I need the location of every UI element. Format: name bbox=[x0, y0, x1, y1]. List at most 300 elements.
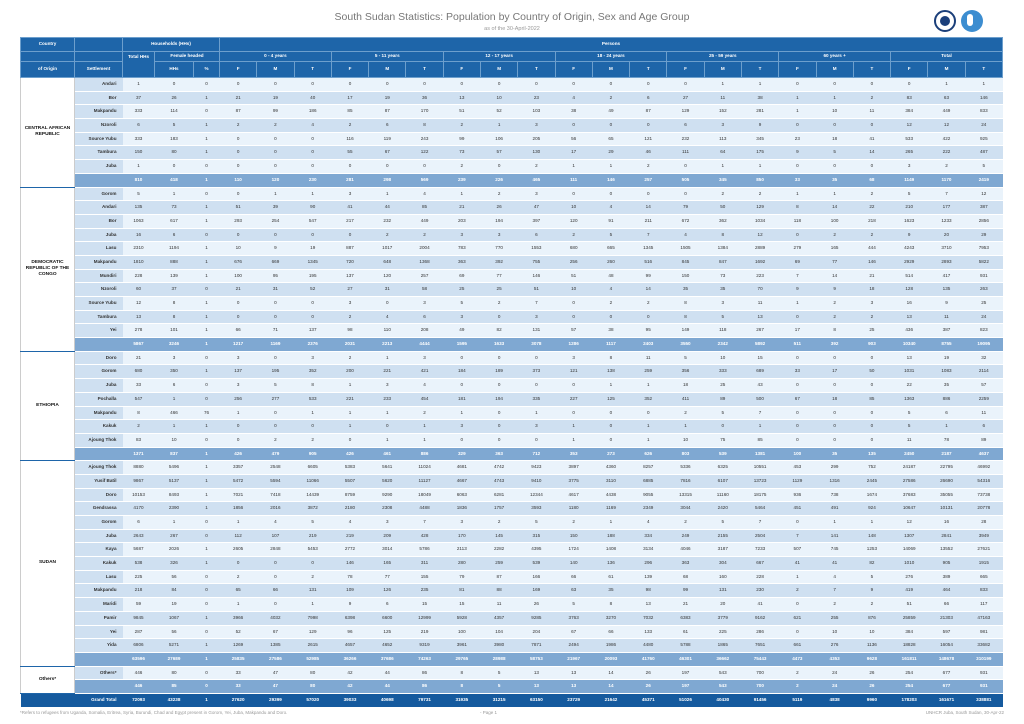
value-cell: 700 bbox=[741, 666, 778, 680]
value-cell: 22 bbox=[891, 379, 928, 393]
value-cell: 18828 bbox=[891, 639, 928, 653]
value-cell: 755 bbox=[518, 255, 555, 269]
value-cell: 3 bbox=[443, 310, 480, 324]
value-cell: 118 bbox=[704, 324, 741, 338]
value-cell: 5 bbox=[965, 160, 1002, 174]
settlement-cell: Ajoung Thok bbox=[75, 461, 123, 475]
value-cell: 1724 bbox=[555, 543, 592, 557]
value-cell: 0 bbox=[592, 187, 629, 201]
value-cell: 10 bbox=[816, 625, 853, 639]
value-cell: 64 bbox=[704, 146, 741, 160]
value-cell: 0 bbox=[891, 78, 928, 92]
value-cell: 26690 bbox=[928, 474, 965, 488]
value-cell: 0 bbox=[480, 78, 517, 92]
value-cell: 181 bbox=[443, 392, 480, 406]
value-cell: 5 bbox=[704, 406, 741, 420]
value-cell: 1 bbox=[194, 214, 220, 228]
total-value-cell: 36266 bbox=[331, 652, 368, 666]
value-cell: 931 bbox=[965, 666, 1002, 680]
total-value-cell: 80 bbox=[294, 680, 331, 694]
value-cell: 0 bbox=[480, 351, 517, 365]
value-cell: 4357 bbox=[480, 611, 517, 625]
government-emblem-icon bbox=[934, 10, 956, 32]
value-cell: 61 bbox=[667, 625, 704, 639]
value-cell: 2848 bbox=[257, 543, 294, 557]
value-cell: 661 bbox=[779, 639, 816, 653]
value-cell: 1034 bbox=[741, 214, 778, 228]
value-cell: 49 bbox=[592, 105, 629, 119]
value-cell: 2504 bbox=[741, 529, 778, 543]
value-cell: 533 bbox=[891, 132, 928, 146]
value-cell: 335 bbox=[518, 392, 555, 406]
value-cell: 0 bbox=[518, 351, 555, 365]
value-cell: 6 bbox=[667, 119, 704, 133]
value-cell: 2 bbox=[667, 516, 704, 530]
total-value-cell: 63596 bbox=[123, 652, 155, 666]
value-cell: 7651 bbox=[741, 639, 778, 653]
table-row bbox=[21, 666, 1003, 680]
value-cell: 833 bbox=[965, 584, 1002, 598]
value-cell: 80 bbox=[155, 666, 194, 680]
value-cell: 10 bbox=[853, 625, 890, 639]
value-cell: 421 bbox=[406, 365, 443, 379]
value-cell: 1 bbox=[592, 516, 629, 530]
value-cell: 277 bbox=[257, 392, 294, 406]
value-cell: 446 bbox=[123, 666, 155, 680]
value-cell: 218 bbox=[853, 214, 890, 228]
value-cell: 2615 bbox=[294, 639, 331, 653]
table-row bbox=[21, 201, 1003, 215]
value-cell: 232 bbox=[667, 132, 704, 146]
value-cell: 12999 bbox=[406, 611, 443, 625]
value-cell: 40 bbox=[294, 91, 331, 105]
value-cell: 85 bbox=[331, 105, 368, 119]
value-cell: 26 bbox=[155, 91, 194, 105]
table-row bbox=[21, 297, 1003, 311]
value-cell: 33682 bbox=[965, 639, 1002, 653]
total-value-cell: 418 bbox=[155, 173, 194, 187]
value-cell: 311 bbox=[406, 557, 443, 571]
value-cell: 1 bbox=[194, 639, 220, 653]
value-cell: 67 bbox=[369, 146, 406, 160]
value-cell: 0 bbox=[331, 160, 368, 174]
age-group-header: 5 - 11 years bbox=[331, 52, 443, 62]
value-cell: 5453 bbox=[294, 543, 331, 557]
value-cell: 170 bbox=[443, 529, 480, 543]
settlement-cell: Lasu bbox=[75, 570, 123, 584]
settlement-header-top bbox=[75, 38, 123, 52]
value-cell: 886 bbox=[928, 392, 965, 406]
value-cell: 419 bbox=[891, 584, 928, 598]
value-cell: 4032 bbox=[257, 611, 294, 625]
value-cell: 3 bbox=[220, 351, 257, 365]
total-value-cell: 29765 bbox=[443, 652, 480, 666]
value-cell: 1 bbox=[443, 187, 480, 201]
value-cell: 0 bbox=[443, 379, 480, 393]
total-row bbox=[21, 447, 1003, 461]
grand-total-row bbox=[21, 693, 1003, 707]
value-cell: 31 bbox=[257, 283, 294, 297]
value-cell: 4681 bbox=[443, 461, 480, 475]
value-cell: 2 bbox=[443, 119, 480, 133]
value-cell: 43 bbox=[741, 379, 778, 393]
value-cell: 11160 bbox=[704, 488, 741, 502]
value-cell: 49 bbox=[443, 324, 480, 338]
value-cell: 334 bbox=[630, 529, 667, 543]
value-cell: 0 bbox=[257, 78, 294, 92]
value-cell: 5 bbox=[891, 420, 928, 434]
value-cell: 7 bbox=[630, 228, 667, 242]
value-cell: 3 bbox=[369, 379, 406, 393]
value-cell: 9290 bbox=[369, 488, 406, 502]
value-cell: 2643 bbox=[123, 529, 155, 543]
country-cell: CENTRAL AFRICAN REPUBLIC bbox=[21, 78, 75, 188]
value-cell: 19 bbox=[257, 91, 294, 105]
value-cell: 5620 bbox=[369, 474, 406, 488]
value-cell: 1 bbox=[194, 488, 220, 502]
value-cell: 87 bbox=[220, 105, 257, 119]
value-cell: 0 bbox=[406, 78, 443, 92]
value-cell: 5 bbox=[555, 598, 592, 612]
total-value-cell: 13 bbox=[555, 680, 592, 694]
grand-total-value-cell: 40430 bbox=[704, 693, 741, 707]
value-cell: 116 bbox=[331, 132, 368, 146]
value-cell: 436 bbox=[891, 324, 928, 338]
value-cell: 222 bbox=[928, 146, 965, 160]
value-cell: 8257 bbox=[630, 461, 667, 475]
value-cell: 0 bbox=[816, 351, 853, 365]
value-cell: 135 bbox=[123, 201, 155, 215]
value-cell: 0 bbox=[194, 598, 220, 612]
value-cell: 8 bbox=[592, 598, 629, 612]
total-value-cell: 569 bbox=[406, 173, 443, 187]
value-cell: 1 bbox=[779, 297, 816, 311]
value-cell: 9055 bbox=[630, 488, 667, 502]
total-value-cell: 363 bbox=[480, 447, 517, 461]
total-value-cell: 33 bbox=[220, 680, 257, 694]
value-cell: 88 bbox=[480, 584, 517, 598]
value-cell: 46992 bbox=[965, 461, 1002, 475]
value-cell: 99 bbox=[630, 269, 667, 283]
value-cell: 230 bbox=[741, 584, 778, 598]
value-cell: 2 bbox=[406, 228, 443, 242]
value-cell: 99 bbox=[257, 105, 294, 119]
table-row bbox=[21, 132, 1003, 146]
value-cell: 665 bbox=[965, 570, 1002, 584]
value-cell: 1 bbox=[369, 187, 406, 201]
total-value-cell: 479 bbox=[257, 447, 294, 461]
value-cell: 184 bbox=[443, 365, 480, 379]
value-cell: 1 bbox=[194, 474, 220, 488]
value-cell: 0 bbox=[294, 78, 331, 92]
total-value-cell: 931 bbox=[965, 680, 1002, 694]
value-cell: 9162 bbox=[741, 611, 778, 625]
value-cell: 1 bbox=[592, 379, 629, 393]
value-cell: 136 bbox=[592, 557, 629, 571]
value-cell: 453 bbox=[779, 461, 816, 475]
value-cell: 2 bbox=[853, 187, 890, 201]
total-value-cell: 5892 bbox=[741, 338, 778, 352]
age-group-header: 18 - 24 years bbox=[555, 52, 667, 62]
total-value-cell: 1371 bbox=[123, 447, 155, 461]
value-cell: 299 bbox=[816, 461, 853, 475]
value-cell: 1 bbox=[741, 78, 778, 92]
value-cell: 1 bbox=[630, 420, 667, 434]
value-cell: 6 bbox=[630, 91, 667, 105]
value-cell: 4 bbox=[592, 283, 629, 297]
value-cell: 2548 bbox=[257, 461, 294, 475]
value-cell: 3961 bbox=[443, 639, 480, 653]
value-cell: 2 bbox=[257, 433, 294, 447]
value-cell: 10551 bbox=[741, 461, 778, 475]
value-cell: 672 bbox=[667, 214, 704, 228]
value-cell: 24 bbox=[965, 310, 1002, 324]
total-value-cell: 677 bbox=[928, 680, 965, 694]
value-cell: 428 bbox=[406, 529, 443, 543]
value-cell: 61 bbox=[592, 570, 629, 584]
value-cell: 1 bbox=[555, 160, 592, 174]
total-value-cell: 803 bbox=[667, 447, 704, 461]
total-value-cell: 505 bbox=[667, 173, 704, 187]
value-cell: 1067 bbox=[155, 611, 194, 625]
value-cell: 5 bbox=[704, 516, 741, 530]
value-cell: 2 bbox=[630, 160, 667, 174]
value-cell: 0 bbox=[518, 433, 555, 447]
value-cell: 3 bbox=[294, 351, 331, 365]
value-cell: 129 bbox=[294, 625, 331, 639]
value-cell: 905 bbox=[928, 557, 965, 571]
value-cell: 137 bbox=[294, 324, 331, 338]
table-row bbox=[21, 105, 1003, 119]
settlement-cell: Yei bbox=[75, 625, 123, 639]
value-cell: 1 bbox=[369, 351, 406, 365]
page-footer bbox=[0, 710, 1024, 720]
value-cell: 80 bbox=[155, 146, 194, 160]
value-cell: 2180 bbox=[331, 502, 368, 516]
value-cell: 6 bbox=[518, 228, 555, 242]
value-cell: 1692 bbox=[741, 255, 778, 269]
value-cell: 35 bbox=[592, 584, 629, 598]
page-subtitle: as of the 30-April-2022 bbox=[484, 26, 540, 32]
settlement-cell: Yei bbox=[75, 324, 123, 338]
total-value-cell: 36662 bbox=[704, 652, 741, 666]
value-cell: 547 bbox=[123, 392, 155, 406]
total-value-cell: 543 bbox=[704, 680, 741, 694]
sex-header: M bbox=[928, 62, 965, 78]
value-cell: 6885 bbox=[630, 474, 667, 488]
value-cell: 276 bbox=[816, 639, 853, 653]
value-cell: 0 bbox=[592, 78, 629, 92]
value-cell: 924 bbox=[853, 502, 890, 516]
value-cell: 96 bbox=[331, 625, 368, 639]
value-cell: 1194 bbox=[155, 242, 194, 256]
value-cell: 56 bbox=[155, 570, 194, 584]
total-value-cell: 850 bbox=[741, 173, 778, 187]
value-cell: 876 bbox=[853, 611, 890, 625]
value-cell: 3 bbox=[555, 351, 592, 365]
grand-total-value-cell: 161671 bbox=[928, 693, 965, 707]
value-cell: 2 bbox=[220, 119, 257, 133]
value-cell: 32 bbox=[965, 351, 1002, 365]
total-value-cell: 1595 bbox=[443, 338, 480, 352]
sex-header: T bbox=[965, 62, 1002, 78]
value-cell: 221 bbox=[331, 392, 368, 406]
total-value-cell: 4473 bbox=[779, 652, 816, 666]
value-cell: 1986 bbox=[592, 639, 629, 653]
value-cell: 1 bbox=[555, 420, 592, 434]
value-cell: 0 bbox=[257, 310, 294, 324]
settlement-cell: Others* bbox=[75, 666, 123, 680]
table-row bbox=[21, 488, 1003, 502]
value-cell: 138 bbox=[592, 365, 629, 379]
value-cell: 3110 bbox=[592, 474, 629, 488]
table-row bbox=[21, 570, 1003, 584]
value-cell: 2 bbox=[853, 310, 890, 324]
value-cell: 8 bbox=[443, 666, 480, 680]
value-cell: 1 bbox=[704, 78, 741, 92]
value-cell: 0 bbox=[369, 160, 406, 174]
total-value-cell: 226 bbox=[480, 173, 517, 187]
total-value-cell: 4637 bbox=[965, 447, 1002, 461]
value-cell: 1 bbox=[369, 433, 406, 447]
value-cell: 315 bbox=[518, 529, 555, 543]
sex-header: T bbox=[294, 62, 331, 78]
value-cell: 5 bbox=[592, 228, 629, 242]
value-cell: 0 bbox=[294, 146, 331, 160]
table-row bbox=[21, 502, 1003, 516]
value-cell: 7 bbox=[406, 516, 443, 530]
value-cell: 8493 bbox=[155, 488, 194, 502]
value-cell: 170 bbox=[406, 105, 443, 119]
value-cell: 1 bbox=[194, 611, 220, 625]
value-cell: 52 bbox=[220, 625, 257, 639]
value-cell: 387 bbox=[928, 324, 965, 338]
value-cell: 449 bbox=[928, 105, 965, 119]
value-cell: 3949 bbox=[965, 529, 1002, 543]
value-cell: 4 bbox=[406, 379, 443, 393]
table-row bbox=[21, 310, 1003, 324]
value-cell: 16 bbox=[928, 516, 965, 530]
value-cell: 13 bbox=[123, 310, 155, 324]
value-cell: 0 bbox=[443, 78, 480, 92]
value-cell: 333 bbox=[123, 105, 155, 119]
value-cell: 22 bbox=[853, 201, 890, 215]
sex-header: T bbox=[741, 62, 778, 78]
value-cell: 3 bbox=[406, 351, 443, 365]
value-cell: 5 bbox=[853, 570, 890, 584]
value-cell: 0 bbox=[480, 433, 517, 447]
value-cell: 533 bbox=[294, 392, 331, 406]
total-value-cell: 68 bbox=[853, 173, 890, 187]
value-cell: 352 bbox=[294, 365, 331, 379]
value-cell: 1 bbox=[816, 516, 853, 530]
total-value-cell: 465 bbox=[518, 173, 555, 187]
value-cell: 279 bbox=[779, 242, 816, 256]
total-value-cell: 4353 bbox=[816, 652, 853, 666]
value-cell: 67 bbox=[257, 625, 294, 639]
value-cell: 25859 bbox=[891, 611, 928, 625]
value-cell: 14 bbox=[630, 201, 667, 215]
value-cell: 0 bbox=[194, 584, 220, 598]
age-group-header: 60 years + bbox=[779, 52, 891, 62]
value-cell: 11 bbox=[928, 310, 965, 324]
value-cell: 1384 bbox=[704, 242, 741, 256]
value-cell: 70 bbox=[741, 283, 778, 297]
value-cell: 5496 bbox=[155, 461, 194, 475]
value-cell: 57 bbox=[480, 146, 517, 160]
value-cell: 256 bbox=[555, 255, 592, 269]
value-cell: 235 bbox=[406, 584, 443, 598]
grand-total-value-cell: 9960 bbox=[853, 693, 890, 707]
value-cell: 267 bbox=[155, 529, 194, 543]
value-cell: 0 bbox=[369, 297, 406, 311]
total-value-cell: 27586 bbox=[257, 652, 294, 666]
total-value-cell: 33 bbox=[779, 173, 816, 187]
value-cell: 66 bbox=[555, 570, 592, 584]
total-row bbox=[21, 652, 1003, 666]
value-cell: 10 bbox=[704, 351, 741, 365]
value-cell: 2856 bbox=[965, 214, 1002, 228]
value-cell: 845 bbox=[667, 255, 704, 269]
value-cell: 1865 bbox=[704, 639, 741, 653]
value-cell: 2893 bbox=[928, 255, 965, 269]
table-row bbox=[21, 379, 1003, 393]
value-cell: 2605 bbox=[220, 543, 257, 557]
total-value-cell: 511 bbox=[779, 338, 816, 352]
value-cell: 85 bbox=[741, 433, 778, 447]
total-label-cell bbox=[75, 338, 123, 352]
total-value-cell: 1 bbox=[194, 338, 220, 352]
value-cell: 0 bbox=[155, 160, 194, 174]
value-cell: 384 bbox=[891, 105, 928, 119]
value-cell: 57 bbox=[555, 324, 592, 338]
value-cell: 0 bbox=[630, 310, 667, 324]
sex-header: T bbox=[406, 62, 443, 78]
value-cell: 0 bbox=[194, 283, 220, 297]
value-cell: 21 bbox=[667, 598, 704, 612]
value-cell: 83 bbox=[891, 91, 928, 105]
value-cell: 1 bbox=[816, 187, 853, 201]
value-cell: 36 bbox=[406, 91, 443, 105]
value-cell: 9 bbox=[816, 283, 853, 297]
value-cell: 8759 bbox=[331, 488, 368, 502]
value-cell: 7 bbox=[741, 516, 778, 530]
sex-header: F bbox=[667, 62, 704, 78]
value-cell: 6 bbox=[123, 119, 155, 133]
value-cell: 5137 bbox=[155, 474, 194, 488]
value-cell: 293 bbox=[220, 214, 257, 228]
value-cell: 21 bbox=[853, 269, 890, 283]
value-cell: 25 bbox=[965, 297, 1002, 311]
value-cell: 0 bbox=[294, 228, 331, 242]
value-cell: 1385 bbox=[257, 639, 294, 653]
value-cell: 0 bbox=[155, 78, 194, 92]
value-cell: 677 bbox=[928, 666, 965, 680]
total-value-cell: 3550 bbox=[667, 338, 704, 352]
value-cell: 1031 bbox=[891, 365, 928, 379]
age-group-header: 12 - 17 years bbox=[443, 52, 555, 62]
value-cell: 65 bbox=[592, 132, 629, 146]
value-cell: 0 bbox=[816, 433, 853, 447]
total-value-cell: 446 bbox=[123, 680, 155, 694]
value-cell: 18 bbox=[667, 379, 704, 393]
value-cell: 20 bbox=[704, 598, 741, 612]
grand-total-value-cell: 4838 bbox=[816, 693, 853, 707]
value-cell: 27621 bbox=[965, 543, 1002, 557]
value-cell: 14 bbox=[816, 269, 853, 283]
value-cell: 2 bbox=[480, 187, 517, 201]
value-cell: 77 bbox=[816, 255, 853, 269]
